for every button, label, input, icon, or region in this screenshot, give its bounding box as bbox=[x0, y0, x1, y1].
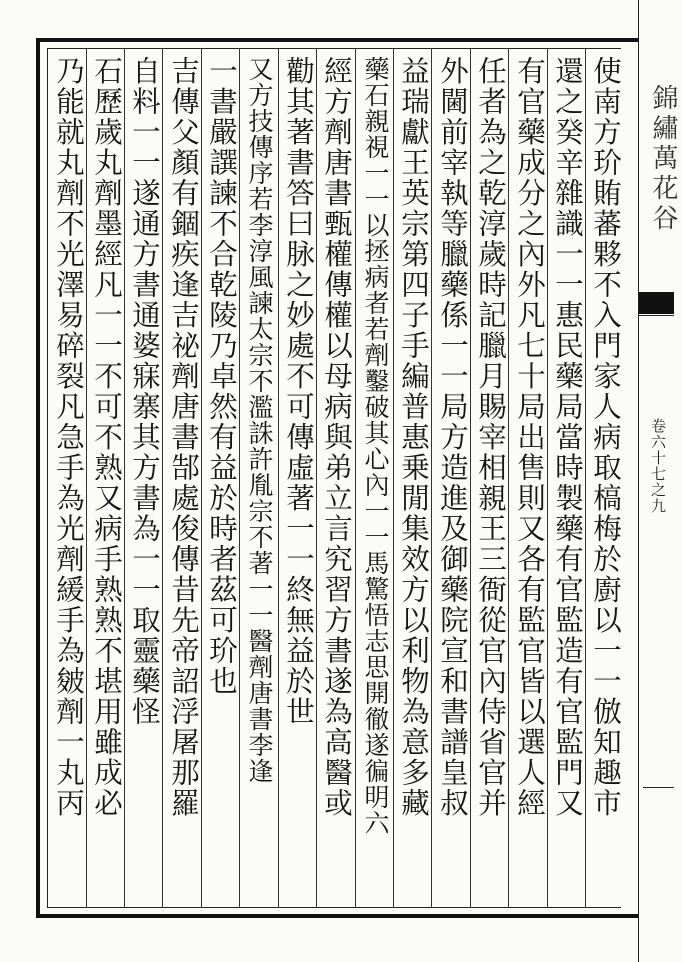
volume-label: 卷六十七之九 bbox=[649, 418, 667, 514]
text-column-7: 藥石親視一一以拯病者若劑鑿破其心內一一馬驚悟志思開徹遂徧明六 bbox=[361, 56, 390, 836]
text-column-3: 有官藥成分之內外凡七十局出售則又各有監官皆以選人經 bbox=[513, 56, 546, 819]
margin-stub bbox=[643, 787, 674, 788]
text-column-9: 勸其著書答曰脉之妙處不可傳虛著一一終無益於世 bbox=[282, 56, 315, 727]
text-column-10: 又方技傳序若李淳風諫太宗不濫誅許胤宗不著一一醫劑唐書李逢 bbox=[245, 56, 274, 784]
fish-tail-mark bbox=[639, 292, 674, 314]
text-column-5: 外閫前宰執等臘藥係一一局方造進及御藥院宣和書譜皇叔 bbox=[436, 56, 469, 819]
text-column-14: 石歷歲丸劑墨經凡一一不可不熟又病手熟熟不堪用雖成必 bbox=[90, 56, 123, 819]
page-margin bbox=[638, 0, 678, 962]
text-column-1: 使南方玠賄蕃夥不入門家人病取槁梅於廚以一一倣知趣市 bbox=[589, 56, 622, 819]
text-column-15: 乃能就丸劑不光澤易碎裂凡急手為光劑緩手為皴劑一丸丙 bbox=[52, 56, 85, 819]
text-column-4: 任者為之乾淳歲時記臘月賜宰相親王三衙從官內侍省官并 bbox=[474, 56, 507, 819]
text-column-6: 益瑞獻王英宗第四子手編普惠乗閒集效方以利物為意多藏 bbox=[397, 56, 430, 819]
book-title: 錦繡萬花谷 bbox=[648, 84, 678, 234]
margin-rule bbox=[639, 315, 674, 316]
text-column-2: 還之癸辛雜識一一惠民藥局當時製藥有官監造有官監門又 bbox=[551, 56, 584, 819]
text-column-8: 經方劑唐書甄權傳權以母病與弟立言究習方書遂為高醫或 bbox=[320, 56, 353, 819]
text-column-13: 自料一一遂通方書通婆寐寨其方書為一一取靈藥怪 bbox=[128, 56, 161, 727]
text-column-11: 一書嚴譔諫不合乾陵乃卓然有益於時者茲可玠也 bbox=[205, 56, 238, 697]
text-column-12: 吉傳父顏有錮疾逢吉祕劑唐書郜處俊傳昔先帝詔浮屠那羅 bbox=[167, 56, 200, 819]
